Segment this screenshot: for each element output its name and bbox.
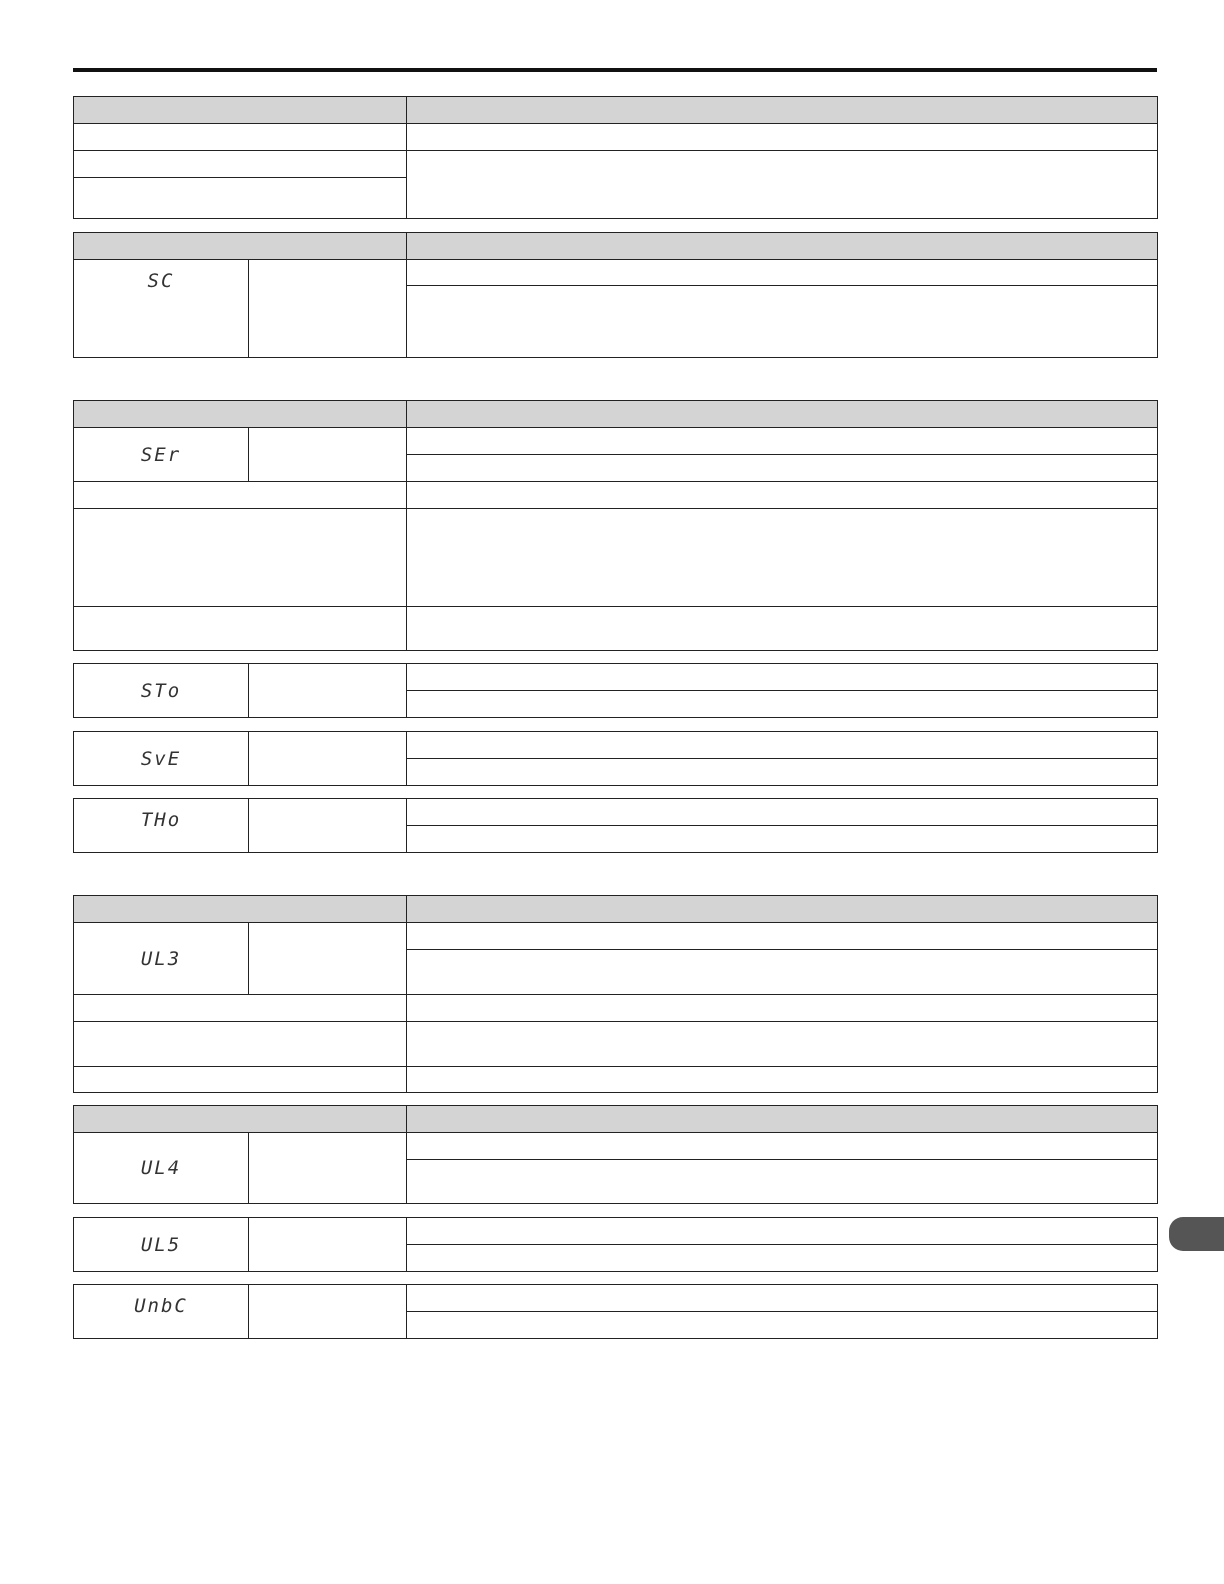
description-cell [407, 826, 1158, 853]
fault-display-ul3: UL3 [74, 923, 249, 995]
cause-cell [74, 151, 407, 178]
header-cell [407, 233, 1158, 260]
cause-cell [74, 995, 407, 1022]
description-cell [407, 732, 1158, 759]
table-fault-sto [73, 663, 1158, 718]
description-cell [407, 455, 1158, 482]
header-cell [74, 401, 407, 428]
remedy-cell [407, 1067, 1158, 1093]
fault-name-cell [249, 1218, 407, 1272]
fault-name-cell [249, 1133, 407, 1204]
fault-name-cell [249, 923, 407, 995]
description-cell [407, 759, 1158, 786]
description-cell [407, 260, 1158, 286]
remedy-cell [407, 482, 1158, 509]
remedy-cell [407, 995, 1158, 1022]
header-cell [74, 233, 407, 260]
description-cell [407, 428, 1158, 455]
description-cell [407, 664, 1158, 691]
header-cell [407, 97, 1158, 124]
fault-display-tho: THo [74, 799, 249, 853]
fault-display-ul5: UL5 [74, 1218, 249, 1272]
header-cell [407, 401, 1158, 428]
cause-cell [74, 178, 407, 219]
fault-name-cell [249, 799, 407, 853]
description-cell [407, 1218, 1158, 1245]
header-cell [407, 1106, 1158, 1133]
page-top-rule [73, 68, 1157, 72]
description-cell [407, 950, 1158, 995]
fault-display-ser: SEr [74, 428, 249, 482]
description-cell [407, 1133, 1158, 1160]
fault-display-sc: SC [74, 260, 249, 358]
cause-cell [74, 1022, 407, 1067]
table-fault-ul4 [73, 1105, 1158, 1204]
table-fault-unbc [73, 1284, 1158, 1339]
fault-name-cell [249, 428, 407, 482]
fault-display-unbc: UnbC [74, 1285, 249, 1339]
table-fault-ser [73, 400, 1158, 651]
table-fault-ul5 [73, 1217, 1158, 1272]
remedy-cell [407, 607, 1158, 651]
fault-display-sto: STo [74, 664, 249, 718]
description-cell [407, 286, 1158, 358]
cause-cell [74, 124, 407, 151]
description-cell [407, 799, 1158, 826]
fault-name-cell [249, 1285, 407, 1339]
cause-cell [74, 1067, 407, 1093]
description-cell [407, 691, 1158, 718]
description-cell [407, 1285, 1158, 1312]
description-cell [407, 1160, 1158, 1204]
table-fault-sc [73, 232, 1158, 358]
remedy-cell [407, 509, 1158, 607]
cause-cell [74, 509, 407, 607]
remedy-cell [407, 1022, 1158, 1067]
cause-cell [74, 482, 407, 509]
fault-display-ul4: UL4 [74, 1133, 249, 1204]
header-cell [74, 97, 407, 124]
table-continuation [73, 96, 1158, 219]
table-fault-sve [73, 731, 1158, 786]
remedy-cell [407, 151, 1158, 219]
description-cell [407, 923, 1158, 950]
fault-name-cell [249, 260, 407, 358]
description-cell [407, 1312, 1158, 1339]
remedy-cell [407, 124, 1158, 151]
header-cell [407, 896, 1158, 923]
table-fault-ul3 [73, 895, 1158, 1093]
cause-cell [74, 607, 407, 651]
header-cell [74, 1106, 407, 1133]
fault-name-cell [249, 664, 407, 718]
fault-name-cell [249, 732, 407, 786]
description-cell [407, 1245, 1158, 1272]
header-cell [74, 896, 407, 923]
fault-display-sve: SvE [74, 732, 249, 786]
table-fault-tho [73, 798, 1158, 853]
chapter-tab-marker [1169, 1217, 1224, 1251]
